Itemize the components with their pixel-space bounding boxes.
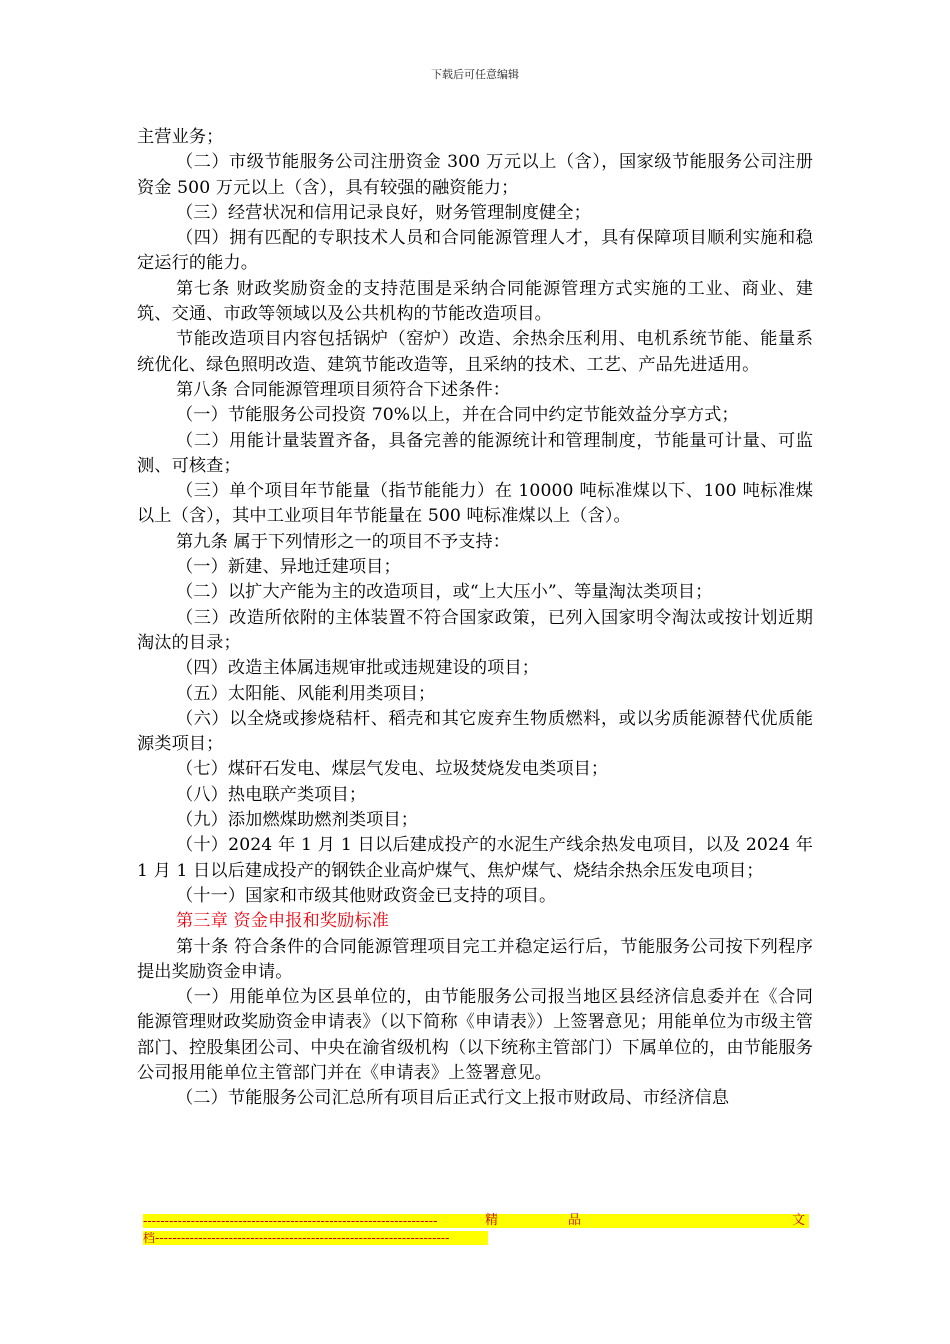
footer-char-jing: 精: [485, 1213, 499, 1228]
paragraph: （九）添加燃煤助燃剂类项目；: [176, 810, 419, 831]
paragraph: （二）市级节能服务公司注册资金 300 万元以上（含），国家级节能服务公司注册资金 500 万元以上（含），具有较强的融资能力；: [137, 152, 813, 198]
document-body: [137, 125, 813, 1112]
paragraph: （一）新建、异地迁建项目；: [176, 557, 401, 578]
paragraph: （三）改造所依附的主体装置不符合国家政策，已列入国家明令淘汰或按计划近期淘汰的目录；: [137, 607, 813, 653]
paragraph: 主营业务；: [137, 127, 224, 147]
paragraph: （六）以全烧或掺烧秸杆、稻壳和其它废弃生物质燃料，或以劣质能源替代优质能源类项目；: [137, 708, 813, 755]
paragraph: （四）改造主体属违规审批或违规建设的项目；: [176, 658, 540, 679]
paragraph: （二）以扩大产能为主的改造项目，或“上大压小”、等量淘汰类项目；: [176, 582, 713, 603]
paragraph: （七）煤矸石发电、煤层气发电、垃圾焚烧发电类项目；: [176, 759, 609, 780]
paragraph: （十一）国家和市级其他财政资金已支持的项目。: [176, 885, 557, 906]
paragraph: （五）太阳能、风能利用类项目；: [176, 683, 436, 704]
footer-char-pin: 品: [568, 1213, 582, 1228]
paragraph: （三）单个项目年节能量（指节能能力）在 10000 吨标准煤以下、100 吨标准煤以上（含），其中工业项目年节能量在 500 吨标准煤以上（含）。: [137, 481, 813, 527]
paragraph: （二）节能服务公司汇总所有项目后正式行文上报市财政局、市经济信息: [176, 1088, 730, 1109]
paragraph: 第十条 符合条件的合同能源管理项目完工并稳定运行后，节能服务公司按下列程序提出奖励资金申请。: [137, 936, 813, 982]
paragraph: 第八条 合同能源管理项目须符合下述条件：: [176, 379, 511, 400]
paragraph: （八）热电联产类项目；: [176, 784, 367, 805]
footer-dashes: --------------------------------------------------------------------: [143, 1214, 438, 1228]
page-header: 下载后可任意编辑: [431, 68, 519, 81]
footer-line-2: 档--------------------------------------------------------------------: [143, 1231, 450, 1245]
paragraph: 节能改造项目内容包括锅炉（窑炉）改造、余热余压利用、电机系统节能、能量系统优化、绿色照明改造、建筑节能改造等，且采纳的技术、工艺、产品先进适用。: [137, 329, 813, 375]
paragraph: （十）2024 年 1 月 1 日以后建成投产的水泥生产线余热发电项目，以及 2024 年 1 月 1 日以后建成投产的钢铁企业高炉煤气、焦炉煤气、烧结余热余压发电项目；: [137, 835, 813, 881]
chapter-heading: 第三章 资金申报和奖励标准: [176, 911, 390, 932]
paragraph: （一）节能服务公司投资 70%以上，并在合同中约定节能效益分享方式；: [176, 405, 739, 426]
paragraph: （四）拥有匹配的专职技术人员和合同能源管理人才，具有保障项目顺利实施和稳定运行的能力。: [137, 228, 813, 274]
paragraph: （一）用能单位为区县单位的，由节能服务公司报当地区县经济信息委并在《合同能源管理财政奖励资金申请表》（以下简称《申请表》）上签署意见；用能单位为市级主管部门、控股集团公司、中央在渝省级机构（以下统称主管部门）下属单位的，由节能服务公司报用能单位主管部门并在《申请表》上签署意见。: [137, 987, 813, 1083]
paragraph: 第七条 财政奖励资金的支持范围是采纳合同能源管理方式实施的工业、商业、建筑、交通、市政等领域以及公共机构的节能改造项目。: [137, 278, 813, 325]
paragraph: （二）用能计量装置齐备，具备完善的能源统计和管理制度，节能量可计量、可监测、可核查；: [137, 430, 813, 476]
paragraph: 第九条 属于下列情形之一的项目不予支持：: [176, 531, 511, 552]
paragraph: （三）经营状况和信用记录良好，财务管理制度健全；: [176, 202, 591, 223]
footer-char-wen: 文: [792, 1213, 806, 1228]
